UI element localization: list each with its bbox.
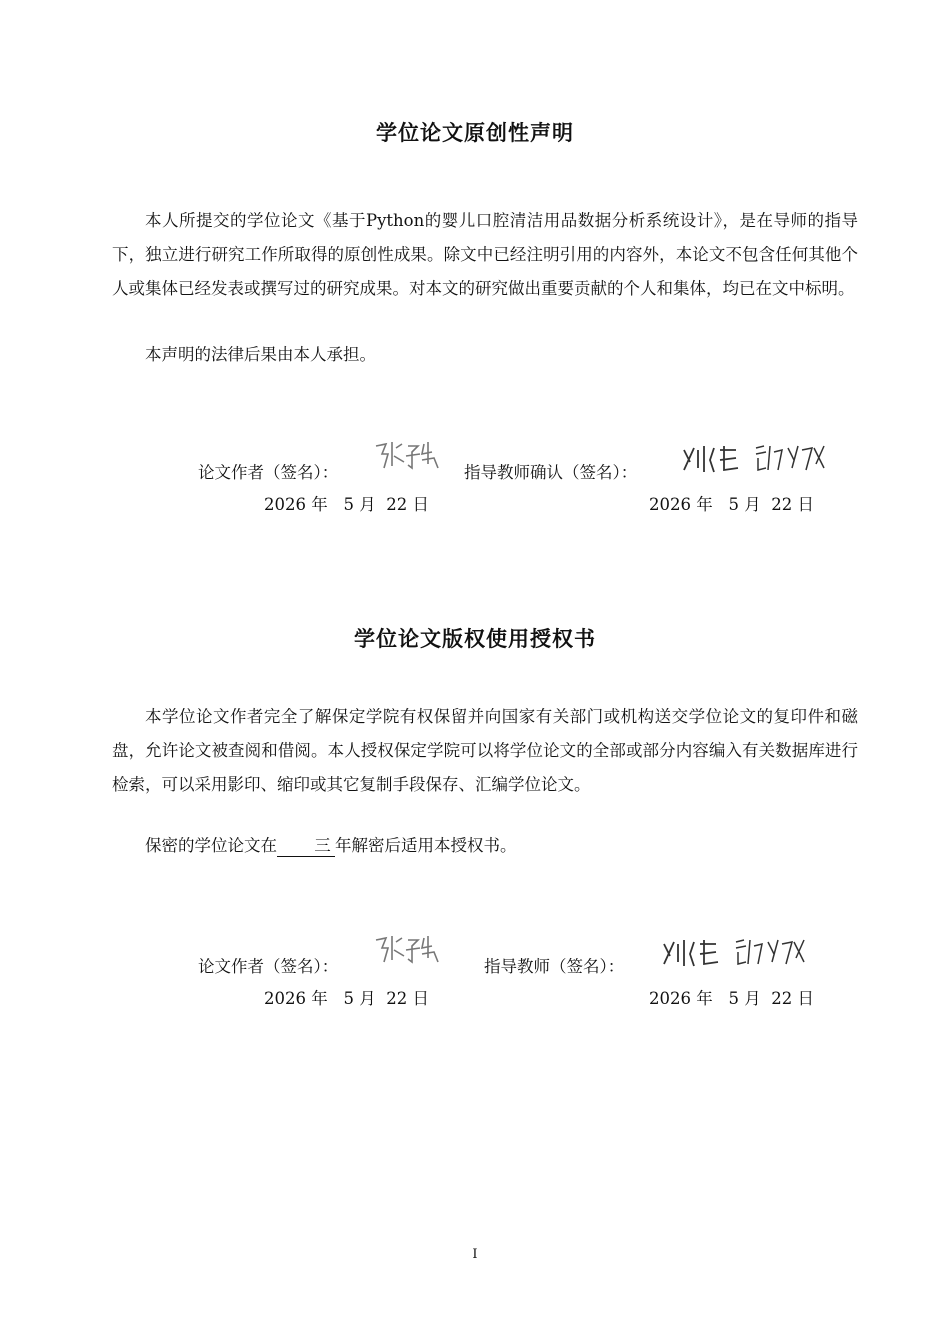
copyright-advisor-signature <box>660 934 810 970</box>
copyright-paragraph-2 <box>112 829 858 863</box>
copyright-author-signature <box>372 932 444 968</box>
page-number: I <box>472 1247 478 1262</box>
copyright-author-date: 2026 年 5 月 22 日 <box>264 989 429 1008</box>
copyright-advisor-label: 指导教师（签名）： <box>484 957 625 976</box>
originality-advisor-date: 2026 年 5 月 22 日 <box>649 495 814 514</box>
originality-advisor-signature <box>680 440 830 476</box>
copyright-title: 学位论文版权使用授权书 <box>354 627 596 651</box>
copyright-paragraph-1: 本学位论文作者完全了解保定学院有权保留并向国家有关部门或机构送交学位论文的复印件和磁盘，允许论文被查阅和借阅。本人授权保定学院可以将学位论文的全部或部分内容编入有关数据库进行检索，可以采用影印、缩印或其它复制手段保存、汇编学位论文。 <box>112 707 858 794</box>
originality-paragraph-1: 本人所提交的学位论文《基于Python的婴儿口腔清洁用品数据分析系统设计》，是在导师的指导下，独立进行研究工作所取得的原创性成果。除文中已经注明引用的内容外，本论文不包含任何其他个人或集体已经发表或撰写过的研究成果。对本文的研究做出重要贡献的个人和集体，均已在文中标明。 <box>112 211 858 298</box>
originality-advisor-label: 指导教师确认（签名）： <box>464 463 638 482</box>
originality-author-label: 论文作者（签名）： <box>198 463 339 482</box>
copyright-paragraph-2-prefix: 保密的学位论文在 <box>145 836 277 855</box>
originality-author-signature <box>372 438 444 474</box>
originality-title: 学位论文原创性声明 <box>376 121 574 145</box>
copyright-paragraph-2-suffix: 年解密后适用本授权书。 <box>335 836 517 855</box>
copyright-advisor-date: 2026 年 5 月 22 日 <box>649 989 814 1008</box>
confidential-years: 三 <box>277 836 335 857</box>
copyright-author-label: 论文作者（签名）： <box>198 957 339 976</box>
originality-paragraph-2: 本声明的法律后果由本人承担。 <box>145 345 376 364</box>
originality-author-date: 2026 年 5 月 22 日 <box>264 495 429 514</box>
